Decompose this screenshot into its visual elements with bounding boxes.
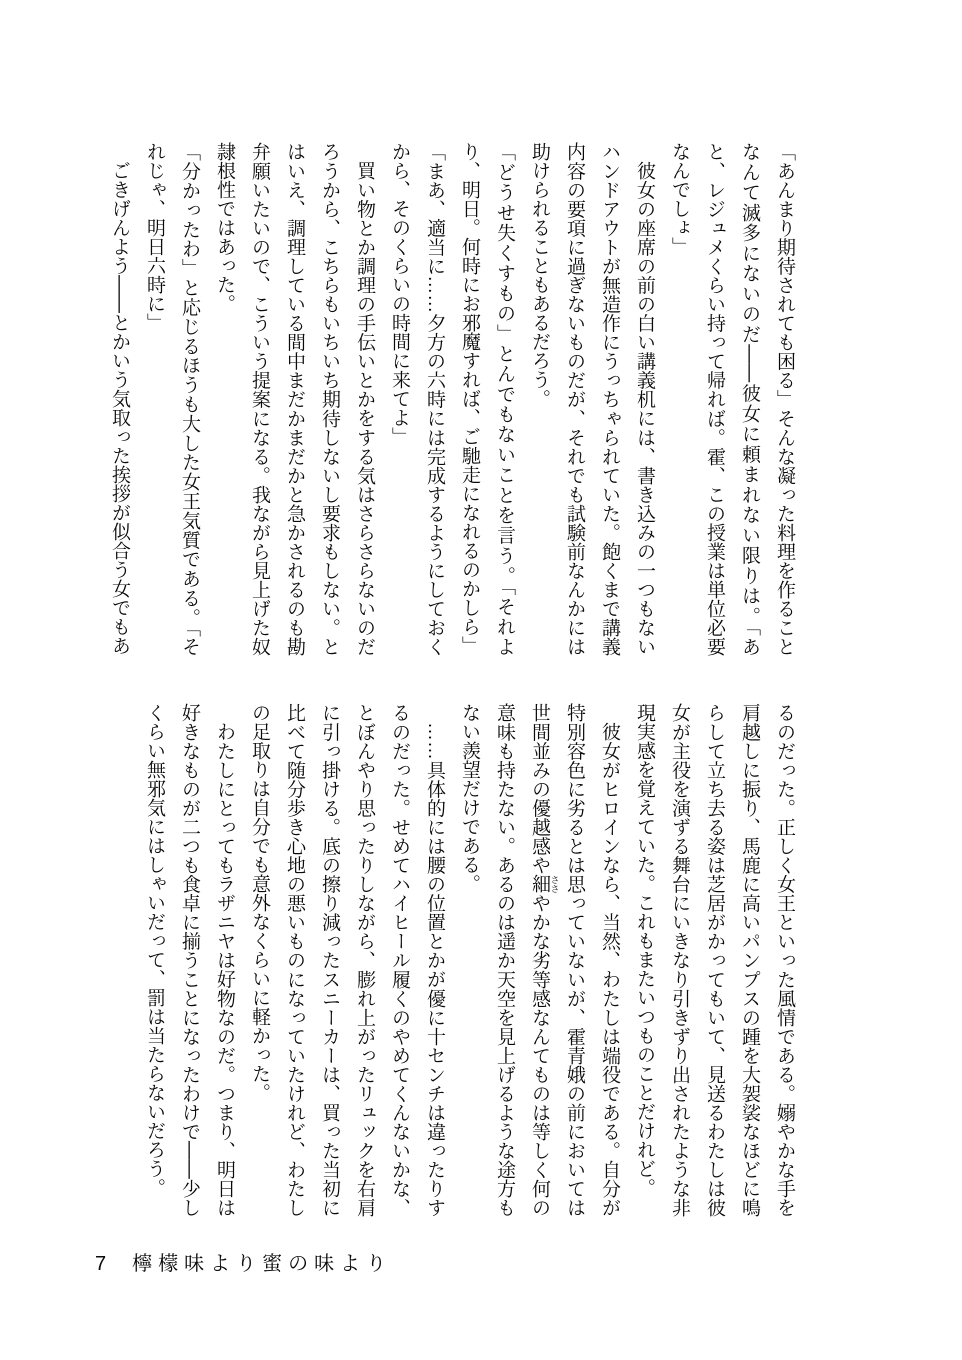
paragraph: ……具体的には腰の位置とかが優に十センチは違ったりするのだった。せめてハイヒール履くのやめてくんないかな、とぼんやり思ったりしながら、膨れ上がったリュックを右肩に引っ掛ける。底の擦り減ったスニーカーは、買った当初に比べて随分歩き心地の悪いものになっていたけれど、わたしの足取りは自分でも意外なくらいに軽かった。 xyxy=(249,703,445,1217)
paragraph: 彼女がヒロインなら、当然、わたしは端役である。自分が特別容色に劣るとは思っていないが、霍青娥の前においては世間並みの優越感や細 ささやかな劣等感なんてものは等しく何の意味も持たない。あるのは遥か天空を見上げるような途方もない羨望だけである。 xyxy=(459,703,620,1218)
page-footer xyxy=(95,1247,392,1276)
paragraph: 彼女の座席の前の白い講義机には、書き込みの一つもないハンドアウトが無造作にうっちゃられていた。飽くまで講義内容の要項に過ぎないものだが、それでも試験前なんかには助けられることもあるだろう。 xyxy=(529,142,655,656)
lower-text-block xyxy=(137,703,802,1217)
ruby-annotated-word: 細 ささ xyxy=(529,874,560,894)
upper-text-block xyxy=(102,142,802,656)
paragraph: 「あんまり期待されても困る」そんな凝った料理を作ることなんて滅多にないのだ——彼女に頼まれない限りは。「あと、レジュメくらい持って帰れば。霍、この授業は単位必要なんでしょ」 xyxy=(669,142,795,656)
paragraph: るのだった。正しく女王といった風情である。嫋やかな手を肩越しに振り、馬鹿に高いパンプスの踵を大袈裟なほどに鳴らして立ち去る姿は芝居がかってもいて、見送るわたしは彼女が主役を演ずる舞台にいきなり引きずり出されたような非現実感を覚えていた。これもまたいつものことだけれど。 xyxy=(634,703,795,1217)
page-number: 7 xyxy=(95,1253,109,1275)
chapter-title: 檸檬味より蜜の味より xyxy=(132,1253,393,1275)
paragraph: 買い物とか調理の手伝いとかをする気はさらさらないのだろうから、こちらもいちいち期待しないし要求もしない。とはいえ、調理している間中まだかまだかと急かされるのも勘弁願いたいので、こういう提案になる。我ながら見上げた奴隷根性ではあった。 xyxy=(214,142,375,656)
paragraph: 「どうせ失くすもの」とんでもないことを言う。「それより、明日。何時にお邪魔すれば、ご馳走になれるのかしら」 xyxy=(459,142,515,656)
paragraph: わたしにとってもラザニヤは好物なのだ。つまり、明日は好きなものが二つも食卓に揃うことになったわけで——少しくらい無邪気にはしゃいだって、罰は当たらないだろう。 xyxy=(144,703,235,1217)
paragraph: 「分かったわ」と応じるほうも大した女王気質である。「それじゃ、明日六時に」 xyxy=(144,142,200,656)
paragraph: ごきげんよう——とかいう気取った挨拶が似合う女でもあ xyxy=(109,161,130,655)
paragraph: 「まあ、適当に……夕方の六時には完成するようにしておくから、そのくらいの時間に来てよ」 xyxy=(389,142,445,656)
